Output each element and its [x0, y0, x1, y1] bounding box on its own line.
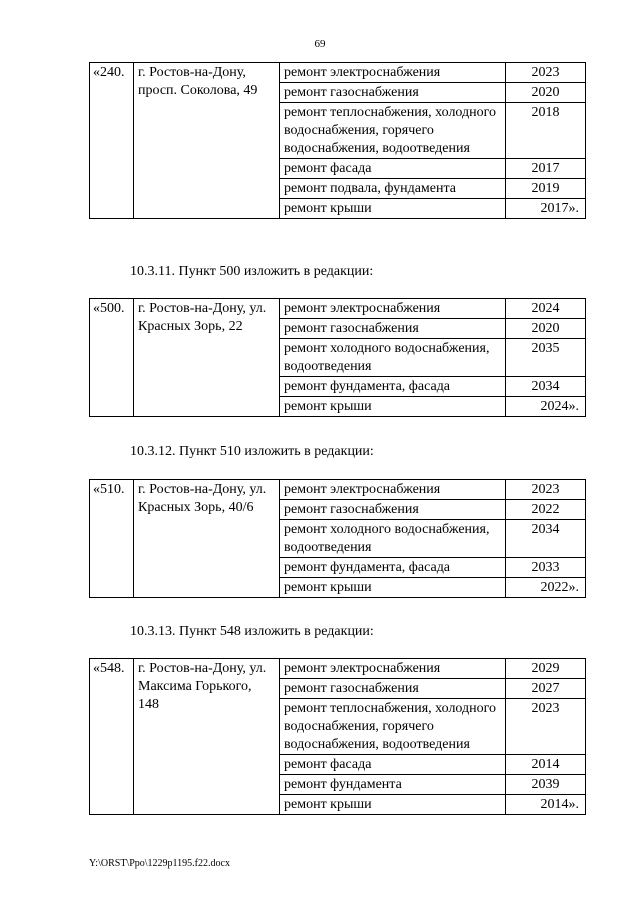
work-cell: ремонт электроснабжения — [280, 480, 506, 500]
year-cell: 2039 — [506, 775, 586, 795]
work-cell: ремонт холодного водоснабжения, водоотведения — [280, 520, 506, 558]
year-cell: 2027 — [506, 679, 586, 699]
year-cell: 2024 — [506, 299, 586, 319]
entry-table-548 — [89, 658, 585, 815]
year-cell: 2029 — [506, 659, 586, 679]
item-number: «240. — [90, 63, 134, 219]
address-cell: г. Ростов-на-Дону, ул. Красных Зорь, 22 — [134, 299, 280, 417]
work-cell: ремонт газоснабжения — [280, 319, 506, 339]
table-row — [90, 480, 586, 500]
table-row — [90, 299, 586, 319]
work-cell: ремонт подвала, фундамента — [280, 179, 506, 199]
work-cell: ремонт крыши — [280, 397, 506, 417]
year-cell: 2034 — [506, 520, 586, 558]
work-cell: ремонт газоснабжения — [280, 679, 506, 699]
paragraph-intro-500: 10.3.11. Пункт 500 изложить в редакции: — [130, 264, 374, 279]
table-row — [90, 63, 586, 83]
entry-table-510 — [89, 479, 585, 598]
year-cell: 2023 — [506, 480, 586, 500]
entry-table-500 — [89, 298, 585, 417]
year-cell: 2033 — [506, 558, 586, 578]
year-cell: 2014 — [506, 755, 586, 775]
work-cell: ремонт фундамента — [280, 775, 506, 795]
year-cell: 2022». — [506, 578, 586, 598]
year-cell: 2018 — [506, 103, 586, 159]
entry-table-240 — [89, 62, 585, 219]
work-cell: ремонт теплоснабжения, холодного водоснабжения, горячего водоснабжения, водоотведения — [280, 699, 506, 755]
work-cell: ремонт электроснабжения — [280, 299, 506, 319]
work-cell: ремонт фасада — [280, 159, 506, 179]
paragraph-intro-510: 10.3.12. Пункт 510 изложить в редакции: — [130, 444, 374, 459]
work-cell: ремонт электроснабжения — [280, 63, 506, 83]
item-number: «548. — [90, 659, 134, 815]
work-cell: ремонт фундамента, фасада — [280, 377, 506, 397]
footer-file-path: Y:\ORST\Ppo\1229p1195.f22.docx — [89, 858, 230, 869]
year-cell: 2019 — [506, 179, 586, 199]
year-cell: 2017 — [506, 159, 586, 179]
address-cell: г. Ростов-на-Дону, ул. Красных Зорь, 40/6 — [134, 480, 280, 598]
year-cell: 2022 — [506, 500, 586, 520]
item-number: «500. — [90, 299, 134, 417]
table-row — [90, 659, 586, 679]
year-cell: 2023 — [506, 63, 586, 83]
year-cell: 2034 — [506, 377, 586, 397]
work-cell: ремонт теплоснабжения, холодного водоснабжения, горячего водоснабжения, водоотведения — [280, 103, 506, 159]
work-cell: ремонт крыши — [280, 795, 506, 815]
year-cell: 2023 — [506, 699, 586, 755]
item-number: «510. — [90, 480, 134, 598]
work-cell: ремонт крыши — [280, 199, 506, 219]
work-cell: ремонт электроснабжения — [280, 659, 506, 679]
address-cell: г. Ростов-на-Дону, просп. Соколова, 49 — [134, 63, 280, 219]
work-cell: ремонт фундамента, фасада — [280, 558, 506, 578]
paragraph-intro-548: 10.3.13. Пункт 548 изложить в редакции: — [130, 624, 374, 639]
year-cell: 2020 — [506, 83, 586, 103]
year-cell: 2024». — [506, 397, 586, 417]
address-cell: г. Ростов-на-Дону, ул. Максима Горького, 148 — [134, 659, 280, 815]
work-cell: ремонт фасада — [280, 755, 506, 775]
page-number: 69 — [314, 38, 326, 50]
work-cell: ремонт газоснабжения — [280, 83, 506, 103]
year-cell: 2020 — [506, 319, 586, 339]
year-cell: 2035 — [506, 339, 586, 377]
work-cell: ремонт газоснабжения — [280, 500, 506, 520]
work-cell: ремонт крыши — [280, 578, 506, 598]
year-cell: 2017». — [506, 199, 586, 219]
work-cell: ремонт холодного водоснабжения, водоотведения — [280, 339, 506, 377]
year-cell: 2014». — [506, 795, 586, 815]
